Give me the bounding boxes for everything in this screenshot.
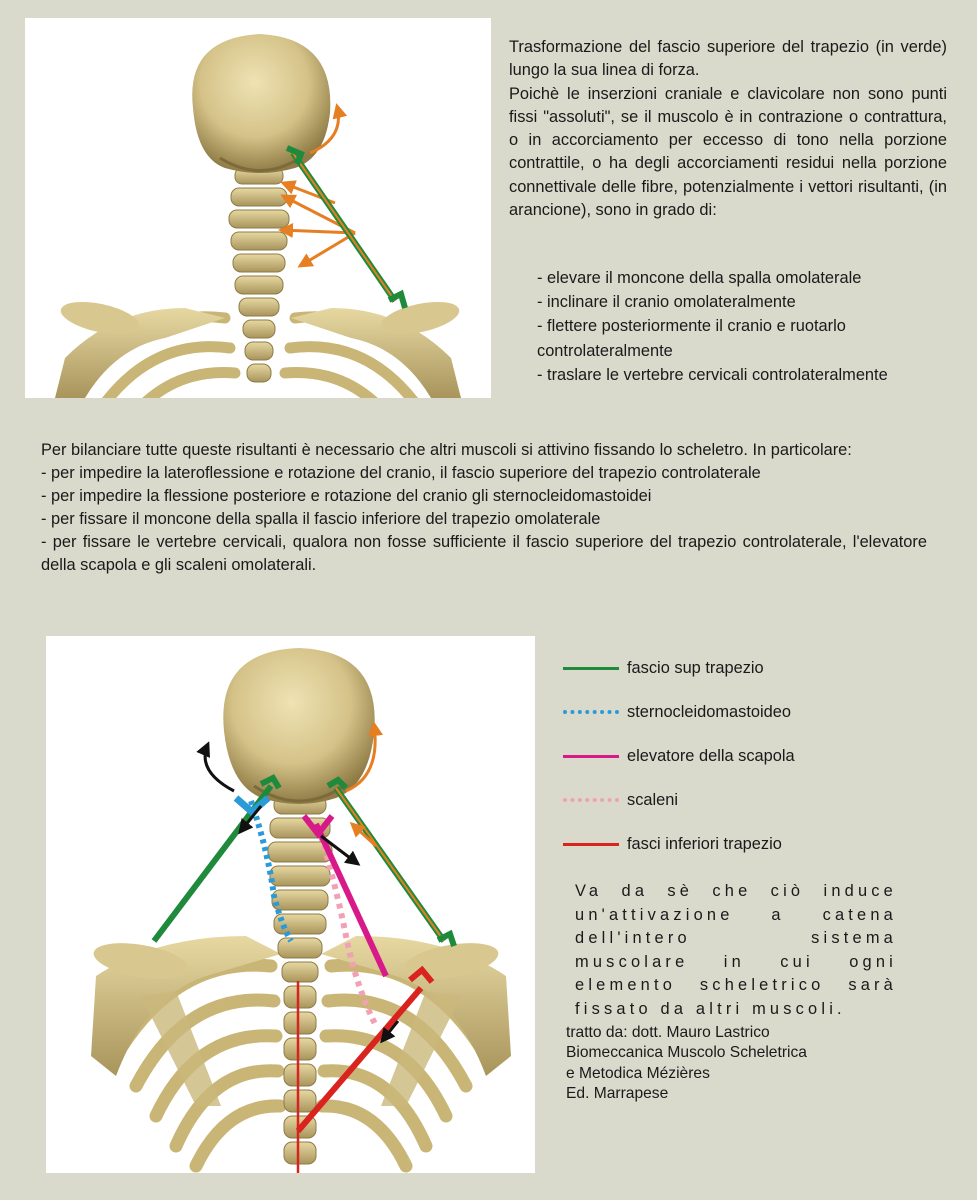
legend-swatch: [563, 755, 619, 758]
legend-item-levator-scapulae: [563, 744, 795, 768]
legend-label: fascio sup trapezio: [627, 658, 764, 677]
chain-activation-note: Va da sè che ciò induce un'attivazione a catena dell'intero sistema muscolare in cui ogni elemento scheletrico sarà fissato da altri muscoli.: [575, 882, 897, 1018]
cervical-spine: [229, 168, 289, 382]
balance-text-block: [41, 439, 927, 577]
skull: [192, 34, 330, 173]
intro-paragraph: Poichè le inserzioni craniale e clavicolare non sono punti fissi "assoluti", se il muscolo è in contrazione o contrattura, o in accorciamento per eccesso di tono nella porzione contrattile, o ha degli accorciamenti residui nella porzione connettivale delle fibre, potenzialmente i vettori risultanti, (in arancione), sono in grado di:: [509, 84, 947, 220]
legend-label: elevatore della scapola: [627, 746, 795, 765]
effects-item: - flettere posteriormente il cranio e ruotarlo controlateralmente: [537, 317, 846, 360]
legend-item-trapezius-lower: [563, 832, 782, 856]
bottom-skeleton-svg: [46, 636, 535, 1173]
credit-line: e Metodica Mézières: [566, 1064, 710, 1082]
skull: [223, 648, 374, 804]
trapezius-upper-right: [328, 780, 454, 946]
effects-list: [537, 266, 957, 387]
credit-line: Ed. Marrapese: [566, 1084, 669, 1102]
balance-line: - per fissare le vertebre cervicali, qualora non fosse sufficiente il fascio superiore del trapezio controlaterale, l'elevatore della scapola e gli scaleni omolaterali.: [41, 533, 927, 574]
legend-swatch: [563, 710, 619, 714]
balance-line: Per bilanciare tutte queste risultanti è necessario che altri muscoli si attivino fissando lo scheletro. In particolare:: [41, 441, 852, 459]
legend-swatch: [563, 843, 619, 846]
credit-line: Biomeccanica Muscolo Scheletrica: [566, 1044, 807, 1062]
intro-text-block: [509, 36, 947, 222]
bottom-skeleton-illustration: [46, 636, 535, 1173]
top-skeleton-illustration: [25, 18, 491, 398]
intro-paragraph: Trasformazione del fascio superiore del trapezio (in verde) lungo la sua linea di forza.: [509, 38, 947, 80]
effects-item: - traslare le vertebre cervicali controlateralmente: [537, 365, 888, 384]
credit-line: tratto da: dott. Mauro Lastrico: [566, 1024, 770, 1041]
source-credits: [566, 1023, 886, 1104]
legend-item-scalenes: [563, 788, 678, 812]
legend-label: sternocleidomastoideo: [627, 702, 792, 721]
legend-label: fasci inferiori trapezio: [627, 834, 782, 853]
top-skeleton-svg: [25, 18, 491, 398]
legend-item-trapezius-upper: [563, 656, 764, 680]
balance-line: - per fissare il moncone della spalla il fascio inferiore del trapezio omolaterale: [41, 510, 601, 528]
legend-swatch: [563, 798, 619, 802]
balance-line: - per impedire la flessione posteriore e rotazione del cranio gli sternocleidomastoidei: [41, 487, 652, 505]
effects-item: - elevare il moncone della spalla omolaterale: [537, 269, 862, 287]
effects-item: - inclinare il cranio omolateralmente: [537, 293, 796, 312]
trapezius-upper-line: [287, 148, 405, 308]
legend-item-sternocleidomastoid: [563, 700, 791, 724]
balance-line: - per impedire la lateroflessione e rotazione del cranio, il fascio superiore del trapezio controlaterale: [41, 464, 761, 482]
legend-label: scaleni: [627, 790, 679, 809]
legend-swatch: [563, 667, 619, 670]
